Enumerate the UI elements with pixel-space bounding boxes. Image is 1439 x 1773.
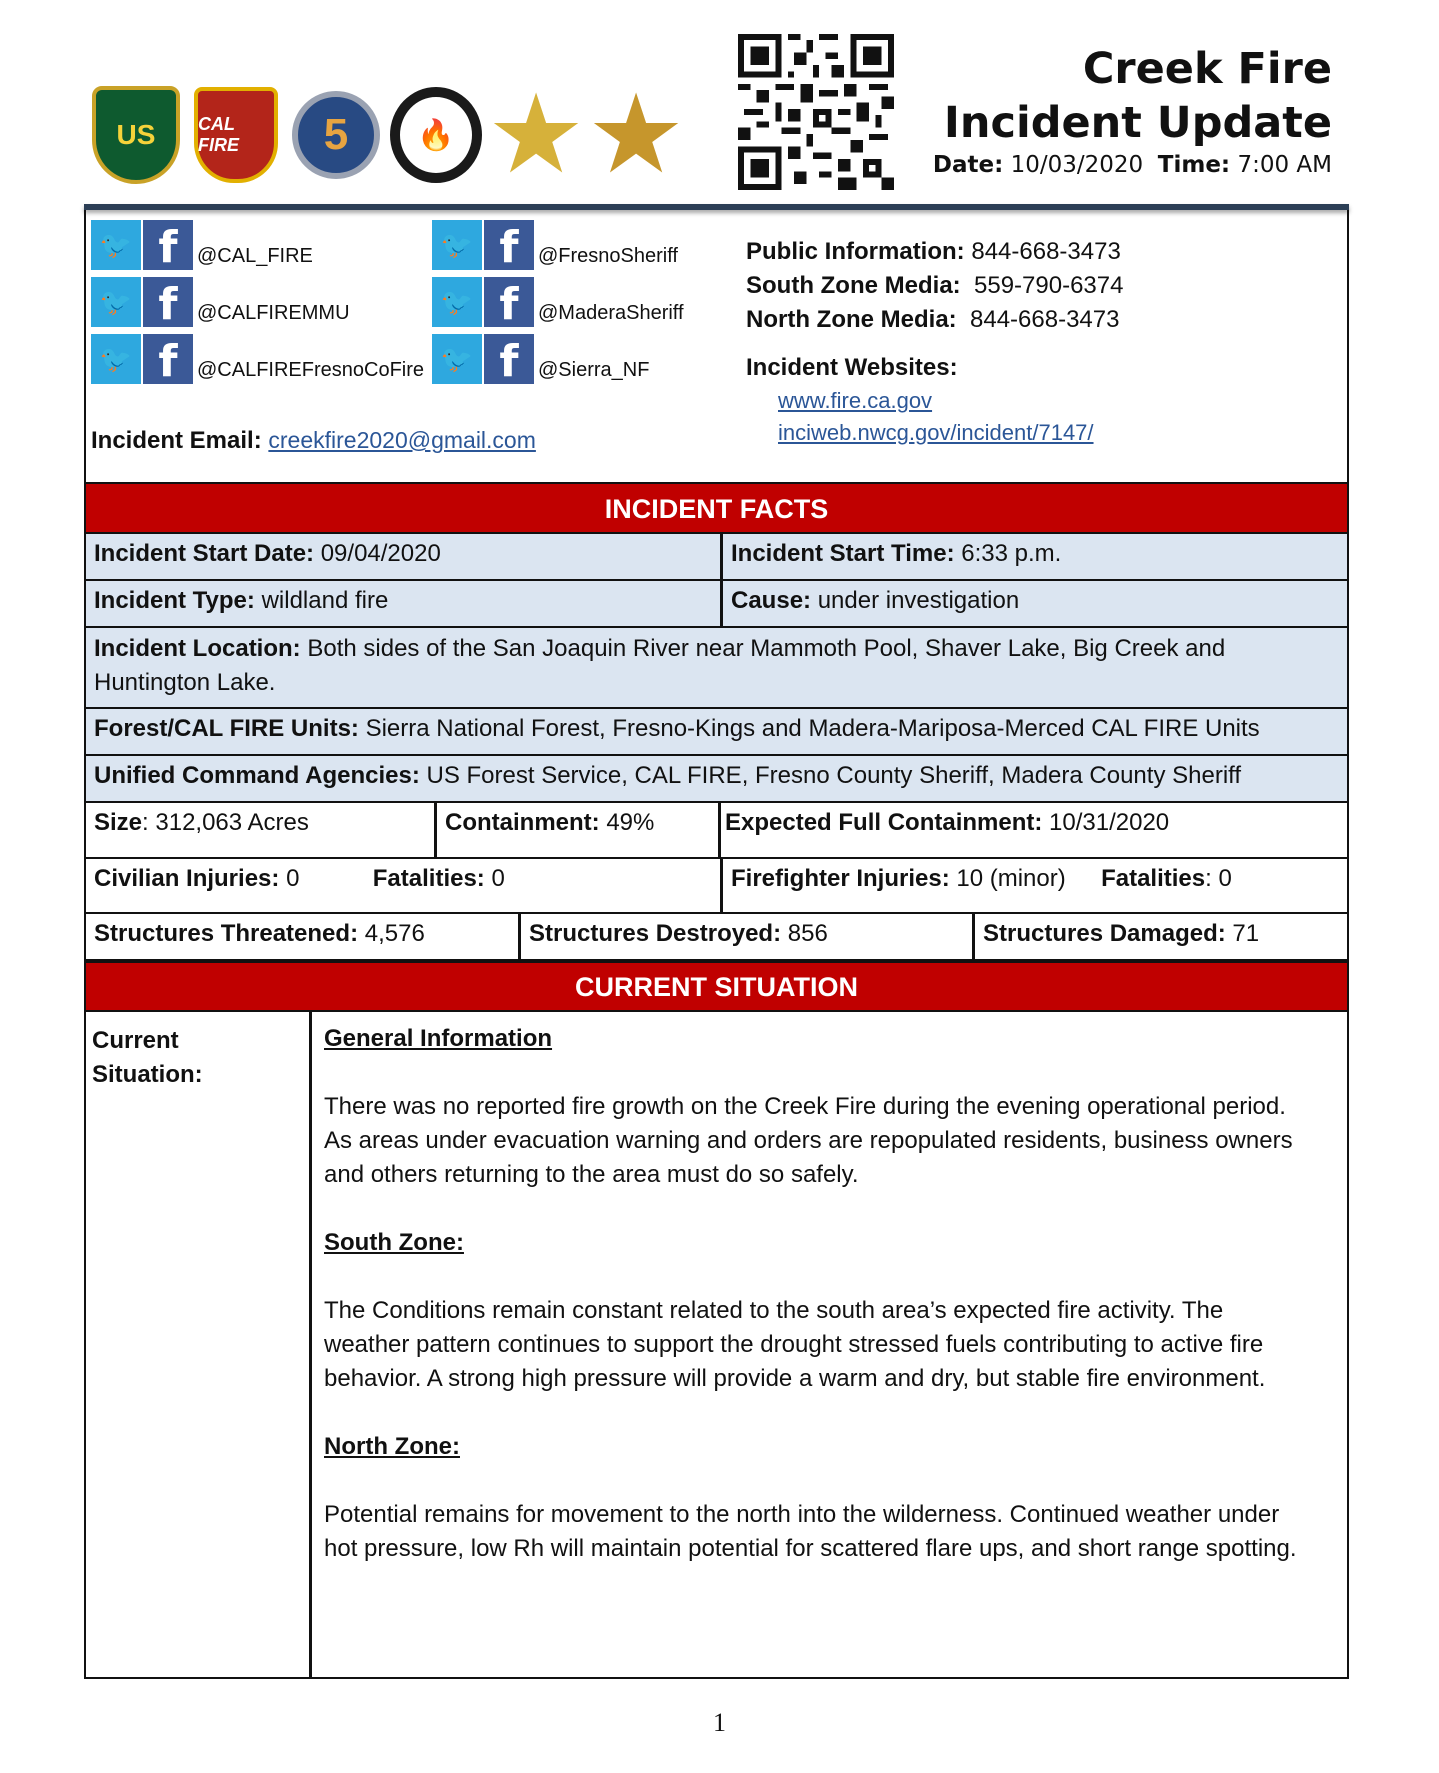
size-value: : 312,063 Acres [142, 809, 309, 836]
twitter-icon[interactable]: 🐦 [91, 334, 141, 384]
public-info-phone: 844-668-3473 [971, 238, 1121, 265]
twitter-icon[interactable]: 🐦 [432, 277, 482, 327]
social-handle: @CAL_FIRE [197, 245, 313, 267]
facebook-icon[interactable]: f [143, 277, 193, 327]
date-time [933, 152, 1332, 178]
start-time-value: 6:33 p.m. [961, 540, 1062, 567]
facts-row-agencies [84, 756, 1349, 803]
structures-destroyed-value: 856 [787, 920, 828, 947]
structures-threatened-label: Structures Threatened: [94, 920, 359, 947]
facts-row-structures [84, 914, 1349, 961]
social-left [91, 216, 425, 387]
twitter-icon[interactable]: 🐦 [432, 334, 482, 384]
south-zone-heading: South Zone: [324, 1229, 464, 1256]
situation-label-line1: Current [92, 1027, 179, 1054]
north-zone-heading: North Zone: [324, 1433, 460, 1460]
social-handle: @CALFIREFresnoCoFire [197, 359, 425, 381]
structures-damaged-value: 71 [1232, 920, 1260, 947]
structures-destroyed-label: Structures Destroyed: [529, 920, 782, 947]
general-info-heading: General Information [324, 1025, 553, 1052]
incident-email [91, 427, 536, 455]
contact-info [746, 235, 1123, 449]
facebook-icon[interactable]: f [143, 334, 193, 384]
social-item[interactable] [91, 216, 424, 273]
north-zone-text: Potential remains for movement to the north into the wilderness. Continued weather under hot pressure, low Rh will maintain potential for scattered flare ups, and short range spotting. [324, 1501, 1297, 1562]
madera-sheriff-star-logo: ★ [486, 73, 586, 196]
units-label: Forest/CAL FIRE Units: [94, 715, 359, 742]
north-zone-label: North Zone Media: [746, 306, 957, 333]
facebook-icon[interactable]: f [143, 220, 193, 270]
situation-body [312, 1012, 1349, 1679]
cause-label: Cause: [731, 587, 812, 614]
title-line-1: Creek Fire [1082, 44, 1332, 94]
social-handle: @MaderaSheriff [538, 302, 684, 324]
title-line-2: Incident Update [943, 98, 1332, 148]
south-zone-phone: 559-790-6374 [974, 272, 1124, 299]
south-zone-text: The Conditions remain constant related to the south area’s expected fire activity. The weather pattern continues to support the drought stressed fuels contributing to active fire behavior. A strong high pressure will provide a warm and dry, but stable fire environment. [324, 1297, 1266, 1392]
civilian-fatalities-label: Fatalities: [372, 865, 485, 892]
website-link-inciweb[interactable]: inciweb.nwcg.gov/incident/7147/ [778, 420, 1094, 445]
expected-containment-label: Expected Full Containment: [725, 809, 1043, 836]
social-item[interactable] [432, 330, 684, 387]
civilian-injuries-label: Civilian Injuries: [94, 865, 280, 892]
units-value: Sierra National Forest, Fresno-Kings and Madera-Mariposa-Merced CAL FIRE Units [365, 715, 1260, 742]
time-label: Time: [1157, 152, 1231, 178]
cal-fire-logo: CAL FIRE [190, 84, 282, 186]
twitter-icon[interactable]: 🐦 [91, 277, 141, 327]
south-zone-label: South Zone Media: [746, 272, 961, 299]
expected-containment-value: 10/31/2020 [1049, 809, 1170, 836]
facts-row-size [84, 803, 1349, 859]
cause-value: under investigation [817, 587, 1020, 614]
firefighter-injuries-label: Firefighter Injuries: [731, 865, 950, 892]
social-handle: @Sierra_NF [538, 359, 650, 381]
agencies-value: US Forest Service, CAL FIRE, Fresno County Sheriff, Madera County Sheriff [426, 762, 1242, 789]
us-forest-service-logo: US [90, 84, 182, 186]
start-date-label: Incident Start Date: [94, 540, 315, 567]
situation-label [84, 1012, 312, 1679]
twitter-icon[interactable]: 🐦 [91, 220, 141, 270]
social-handle: @FresnoSheriff [538, 245, 678, 267]
incident-facts-heading: INCIDENT FACTS [84, 482, 1349, 534]
twitter-icon[interactable]: 🐦 [432, 220, 482, 270]
civilian-injuries-value: 0 [286, 865, 300, 892]
social-item[interactable] [432, 273, 684, 330]
date-value: 10/03/2020 [1010, 152, 1144, 178]
start-time-label: Incident Start Time: [731, 540, 955, 567]
type-value: wildland fire [261, 587, 389, 614]
social-item[interactable] [91, 273, 424, 330]
website-link-fire-ca-gov[interactable]: www.fire.ca.gov [778, 388, 933, 413]
facts-row-start [84, 534, 1349, 581]
location-label: Incident Location: [94, 635, 301, 662]
containment-value: 49% [606, 809, 655, 836]
agencies-label: Unified Command Agencies: [94, 762, 420, 789]
facebook-icon[interactable]: f [484, 220, 534, 270]
structures-damaged-label: Structures Damaged: [983, 920, 1226, 947]
social-item[interactable] [91, 330, 425, 387]
social-right [432, 216, 684, 387]
websites-label: Incident Websites: [746, 354, 958, 381]
situation-label-line2: Situation: [92, 1061, 203, 1088]
email-link[interactable]: creekfire2020@gmail.com [268, 427, 536, 453]
firefighter-fatalities-value: : 0 [1205, 865, 1232, 892]
facebook-icon[interactable]: f [484, 334, 534, 384]
general-info-text: There was no reported fire growth on the Creek Fire during the evening operational period. As areas under evacuation warning and orders are repopulated residents, business owners and others returning to the area must do so safely. [324, 1093, 1293, 1188]
facebook-icon[interactable]: f [484, 277, 534, 327]
public-info-label: Public Information: [746, 238, 965, 265]
current-situation-section [84, 1012, 1349, 1679]
agency-logos [90, 73, 686, 196]
type-label: Incident Type: [94, 587, 255, 614]
firefighter-injuries-value: 10 (minor) [956, 865, 1066, 892]
time-value: 7:00 AM [1237, 152, 1332, 178]
email-label: Incident Email: [91, 427, 262, 454]
facts-row-location [84, 628, 1349, 709]
fresno-sheriff-star-logo: ★ [586, 73, 686, 196]
facts-row-injuries [84, 859, 1349, 914]
current-situation-heading: CURRENT SITUATION [84, 961, 1349, 1012]
northern-rockies-imt-logo: 🔥 [390, 84, 482, 186]
social-item[interactable] [432, 216, 684, 273]
start-date-value: 09/04/2020 [320, 540, 441, 567]
location-value: Both sides of the San Joaquin River near Mammoth Pool, Shaver Lake, Big Creek and Huntington Lake. [94, 635, 1226, 696]
date-label: Date: [932, 152, 1004, 178]
firefighter-fatalities-label: Fatalities [1101, 865, 1206, 892]
facts-row-units [84, 709, 1349, 756]
containment-label: Containment: [445, 809, 600, 836]
civilian-fatalities-value: 0 [491, 865, 505, 892]
social-handle: @CALFIREMMU [197, 302, 350, 324]
qr-code[interactable] [738, 34, 894, 190]
north-zone-phone: 844-668-3473 [970, 306, 1120, 333]
facts-row-type [84, 581, 1349, 628]
page-number: 1 [713, 1708, 726, 1737]
structures-threatened-value: 4,576 [364, 920, 425, 947]
team-5-logo: 5 [290, 84, 382, 186]
size-label: Size [94, 809, 143, 836]
